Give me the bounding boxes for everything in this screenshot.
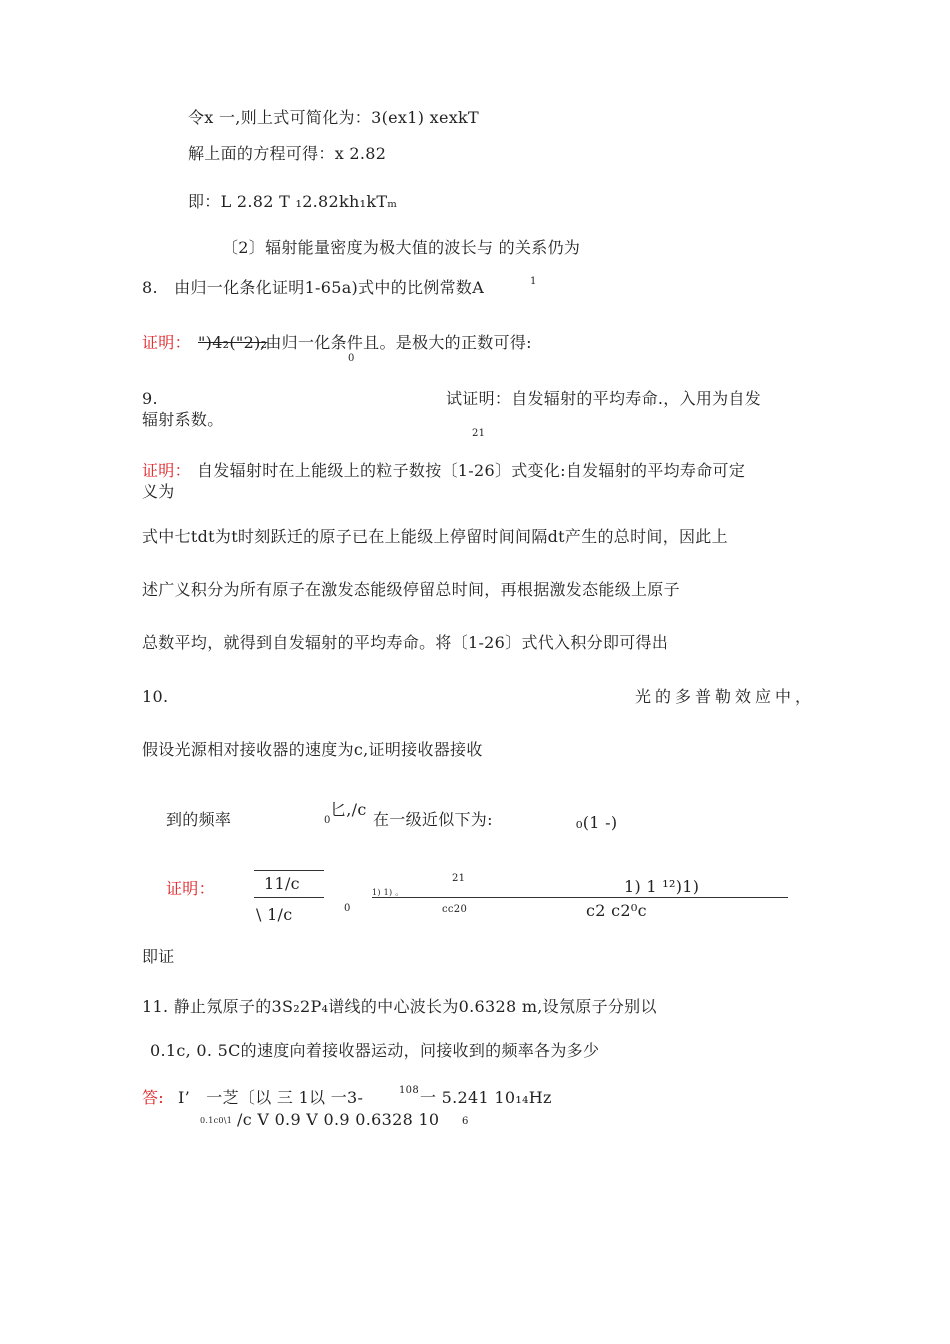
paragraph-9c: 总数平均，就得到自发辐射的平均寿命。将〔1-26〕式代入积分即可得出 (142, 633, 669, 652)
question-9-text-2: 辐射系数。 (142, 410, 224, 429)
proof-8-struck-formula: ")4₂("2)₂ (198, 333, 268, 352)
long-fraction-bar (372, 897, 788, 898)
middle-expression: 1) 1) 。 (372, 888, 404, 897)
question-10-approx-result: ₀(1 -) (576, 813, 618, 832)
answer-11-sub-a: 0.1c0\1 (200, 1116, 233, 1125)
question-9-subscript: 21 (472, 428, 486, 439)
proof-9-text: 自发辐射时在上能级上的粒子数按〔1-26〕式变化:自发辐射的平均寿命可定 (197, 461, 746, 480)
question-10-freq-expr: 匕,/c (330, 800, 367, 819)
formula-line-solution: 解上面的方程可得：x 2.82 (188, 144, 387, 163)
right-expression: 1) 1 ¹²)1) (624, 877, 700, 896)
formula-line-result: 即：L 2.82 T ₁2.82kh₁kTₘ (188, 192, 398, 211)
paragraph-9b: 述广义积分为所有原子在激发态能级停留总时间，再根据激发态能级上原子 (142, 580, 680, 599)
question-9-number: 9. (142, 389, 158, 408)
question-10-freq-label: 到的频率 (166, 810, 232, 829)
formula-line-simplify: 令x 一,则上式可简化为：3(ex1) xexkT (188, 108, 479, 127)
answer-11-result: 一 5.241 10₁₄Hz (420, 1088, 552, 1107)
question-8: 8. 由归一化条化证明1-65a)式中的比例常数A (142, 278, 485, 297)
answer-11-label: 答: (142, 1088, 164, 1107)
proof-9-text-2: 义为 (142, 482, 175, 501)
question-10-text: 光的多普勒效应中， (635, 687, 816, 706)
question-11: 11. 静止氖原子的3S₂2P₄谱线的中心波长为0.6328 m,设氖原子分别以 (142, 997, 657, 1016)
right-denominator: c2 c2⁰c (586, 901, 647, 920)
answer-11-sub-b: /c V 0.9 V 0.9 0.6328 10 (237, 1110, 440, 1129)
paragraph-9a: 式中七tdt为t时刻跃迁的原子已在上能级上停留时间间隔dt产生的总时间，因此上 (142, 527, 728, 546)
proof-10-label: 证明： (166, 879, 215, 898)
question-10-freq-subscript: 0 (324, 815, 331, 826)
middle-superscript: 21 (452, 873, 466, 884)
question-10-text-2: 假设光源相对接收器的速度为c,证明接收器接收 (142, 740, 483, 759)
fraction-overline (254, 870, 324, 871)
fraction-zero: 0 (344, 903, 351, 914)
question-10-approx-text: 在一级近似下为: (373, 810, 493, 829)
fraction-bar (254, 897, 324, 898)
middle-denominator: cc20 (442, 904, 468, 915)
fraction-denominator: \ 1/c (256, 905, 293, 924)
fraction-numerator: 11/c (264, 874, 300, 893)
question-8-superscript: 1 (530, 276, 537, 287)
answer-11-sub-c: 6 (462, 1116, 469, 1127)
question-9-text: 试证明：自发辐射的平均寿命.，入用为自发 (446, 389, 762, 408)
proof-8-subscript: 0 (348, 353, 355, 364)
proof-9-label: 证明： (142, 461, 191, 480)
answer-11-superscript: 108 (399, 1085, 419, 1096)
question-11-line-2: 0.1c, 0. 5C的速度向着接收器运动，问接收到的频率各为多少 (150, 1041, 600, 1060)
answer-11-expr: I’ 一芝〔以 三 1以 一3- (178, 1088, 364, 1107)
proof-8-text: ,由归一化条件且。是极大的正数可得: (260, 333, 532, 352)
question-10-number: 10. (142, 687, 169, 706)
paragraph-part2: 〔2〕辐射能量密度为极大值的波长与 的关系仍为 (222, 238, 581, 257)
proof-8-label: 证明： (142, 333, 191, 352)
proof-conclusion: 即证 (142, 947, 175, 966)
